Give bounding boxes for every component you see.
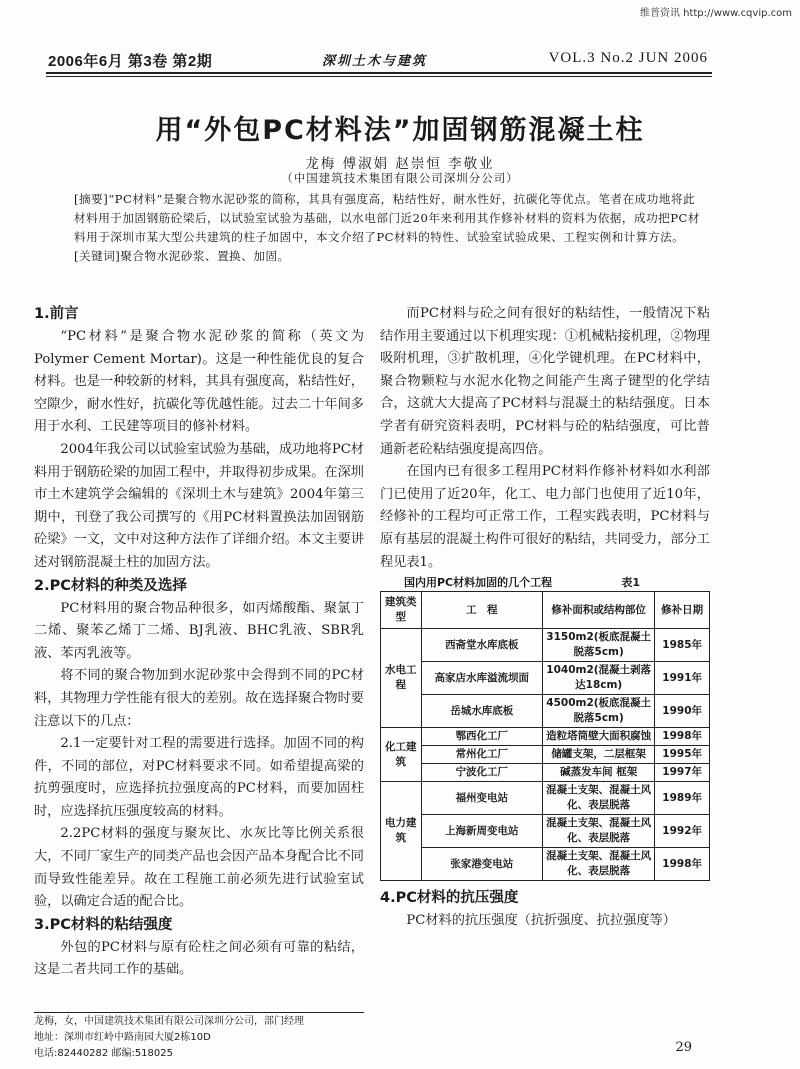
table-cell: 1991年 <box>655 662 710 695</box>
table-cell: 混凝土支架、混凝土风化、表层脱落 <box>543 782 655 815</box>
paragraph: “PC材料”是聚合物水泥砂浆的简称（英文为Polymer Cement Mortar)。这是一种性能优良的复合材料。也是一种较新的材料，其具有强度高，粘结性好，空隙少，耐水性好，抗碳化等优越性能。过去二十年间多用于水利、工民建等项目的修补材料。 <box>34 329 364 435</box>
abstract-body: [摘要]“PC材料”是聚合物水泥砂浆的简称，其具有强度高，粘结性好，耐水性好，抗碳化等优点。笔者在成功地将此材料用于加固钢筋砼梁后，以试验室试验为基础，以水电部门近20年来利用其作修补材料的资料为依据，成功把PC材料用于深圳市某大型公共建筑的柱子加固中，本文介绍了PC材料的特性、试验室试验成果、工程实例和计算方法。 <box>74 192 701 244</box>
section-2-heading: 2.PC材料的种类及选择 <box>34 577 187 594</box>
table-row <box>381 848 710 881</box>
table-header-cell: 工 程 <box>421 592 542 629</box>
paragraph: 将不同的聚合物加到水泥砂浆中会得到不同的PC材料，其物理力学性能有很大的差别。故在选择聚合物时要注意以下的几点： <box>34 668 364 729</box>
table-cell: 3150m2(板底混凝土脱落5cm) <box>543 629 655 662</box>
table-row <box>381 782 710 815</box>
table-type-cell: 化工建筑 <box>381 728 422 782</box>
watermark-text: 维普资讯 http://www.cqvip.com <box>639 8 792 19</box>
table-header-cell: 修补日期 <box>655 592 710 629</box>
table-caption-label: 表1 <box>621 576 640 590</box>
paragraph: 2.1一定要针对工程的需要进行选择。加固不同的构件，不同的部位，对PC材料要求不同。如希望提高梁的抗剪强度时，应选择抗拉强度高的PC材料，而要加固柱时，应选择抗压强度较高的材料。 <box>34 736 364 819</box>
paper-title: 用“外包PC材料法”加固钢筋混凝土柱 <box>155 115 645 146</box>
paragraph: 在国内已有很多工程用PC材料作修补材料如水利部门已使用了近20年，化工、电力部门也使用了近10年，经修补的工程均可正常工作，工程实践表明，PC材料与原有基层的混凝土构件可很好的粘结，共同受力，部分工程见表1。 <box>380 464 710 570</box>
table-cell: 上海新周变电站 <box>421 815 542 848</box>
table-cell: 4500m2(板底混凝土脱落5cm) <box>543 695 655 728</box>
table-row <box>381 695 710 728</box>
table-cell: 1990年 <box>655 695 710 728</box>
table-cell: 1989年 <box>655 782 710 815</box>
right-column <box>380 303 710 933</box>
table-cell: 1985年 <box>655 629 710 662</box>
footnote-rule <box>34 1012 364 1013</box>
table-row <box>381 728 710 746</box>
table-header-cell: 建筑类型 <box>381 592 422 629</box>
header-rule <box>46 72 712 74</box>
table-type-cell: 水电工程 <box>381 629 422 728</box>
table-row <box>381 662 710 695</box>
table-cell: 1992年 <box>655 815 710 848</box>
journal-issue: 2006年6月 第3卷 第2期 <box>48 53 213 70</box>
section-4-heading: 4.PC材料的抗压强度 <box>380 890 519 907</box>
page-number: 29 <box>675 1040 692 1055</box>
table-cell: 西斋堂水库底板 <box>421 629 542 662</box>
footnote-line: 龙梅，女，中国建筑技术集团有限公司深圳分公司，部门经理 <box>34 1016 304 1027</box>
footnote-line: 电话:82440282 邮编:518025 <box>34 1048 173 1059</box>
table-row <box>381 815 710 848</box>
table-cell: 储罐支架，二层框架 <box>543 746 655 764</box>
table-cell: 混凝土支架、混凝土风化、表层脱落 <box>543 815 655 848</box>
table-row <box>381 629 710 662</box>
table-row <box>381 746 710 764</box>
table-cell: 碱蒸发车间 框架 <box>543 764 655 782</box>
projects-table <box>380 591 710 881</box>
table-cell: 造粒塔筒壁大面积腐蚀 <box>543 728 655 746</box>
section-1-heading: 1.前言 <box>34 306 79 322</box>
table-cell: 1040m2(混凝土剥落达18cm) <box>543 662 655 695</box>
paper-affiliation: （中国建筑技术集团有限公司深圳分公司） <box>281 171 519 185</box>
table-cell: 1995年 <box>655 746 710 764</box>
table-cell: 张家港变电站 <box>421 848 542 881</box>
journal-name: 深圳土木与建筑 <box>322 54 428 69</box>
table-header-cell: 修补面积或结构部位 <box>543 592 655 629</box>
table-cell: 1998年 <box>655 728 710 746</box>
table-cell: 宁波化工厂 <box>421 764 542 782</box>
paragraph: 而PC材料与砼之间有很好的粘结性，一般情况下粘结作用主要通过以下机理实现：①机械粘接机理，②物理吸附机理，③扩散机理，④化学键机理。在PC材料中，聚合物颗粒与水泥水化物之间能产生离子键型的化学结合，这就大大提高了PC材料与混凝土的粘结强度。日本学者有研究资料表明，PC材料与砼的粘结强度，可比普通新老砼粘结强度提高四倍。 <box>380 306 710 457</box>
table-caption-title: 国内用PC材料加固的几个工程 <box>404 576 553 590</box>
paragraph: PC材料用的聚合物品种很多，如丙烯酸酯、聚氯丁二烯、聚苯乙烯丁二烯、BJ乳液、BHC乳液、SBR乳液、苯丙乳液等。 <box>34 600 364 661</box>
paper-authors: 龙梅 傅淑娟 赵崇恒 李敬业 <box>305 156 495 172</box>
table-type-cell: 电力建筑 <box>381 782 422 881</box>
paragraph: 2.2PC材料的强度与聚灰比、水灰比等比例关系很大，不同厂家生产的同类产品也会因产品本身配合比不同而导致性能差异。故在工程施工前必须先进行试验室试验，以确定合适的配合比。 <box>34 826 364 910</box>
table-cell: 常州化工厂 <box>421 746 542 764</box>
table-cell: 福州变电站 <box>421 782 542 815</box>
table-cell: 1997年 <box>655 764 710 782</box>
table-cell: 鄂西化工厂 <box>421 728 542 746</box>
table-cell: 岳城水库底板 <box>421 695 542 728</box>
keywords: [关键词]聚合物水泥砂浆、置换、加固。 <box>74 249 290 263</box>
paragraph: 外包的PC材料与原有砼柱之间必须有可靠的粘结，这是二者共同工作的基础。 <box>34 939 364 978</box>
header-rule-thin <box>46 76 712 77</box>
abstract <box>74 190 702 266</box>
table-header-row <box>381 592 710 629</box>
table-cell: 高家店水库溢流坝面 <box>421 662 542 695</box>
paragraph: PC材料的抗压强度（抗折强度、抗拉强度等） <box>406 913 676 929</box>
table-row <box>381 764 710 782</box>
left-column <box>34 303 364 982</box>
table-cell: 1998年 <box>655 848 710 881</box>
section-3-heading: 3.PC材料的粘结强度 <box>34 916 173 933</box>
author-footnote <box>34 1014 374 1062</box>
journal-volume: VOL.3 No.2 JUN 2006 <box>548 50 708 66</box>
footnote-line: 地址：深圳市红岭中路南园大厦2栋10D <box>34 1032 211 1043</box>
paragraph: 2004年我公司以试验室试验为基础，成功地将PC材料用于钢筋砼梁的加固工程中，并取得初步成果。在深圳市土木建筑学会编辑的《深圳土木与建筑》2004年第三期中，刊登了我公司撰写的《用PC材料置换法加固钢筋砼梁》一文，文中对这种方法作了详细介绍。本文主要讲述对钢筋混凝土柱的加固方法。 <box>34 441 364 570</box>
table-cell: 混凝土支架、混凝土风化、表层脱落 <box>543 848 655 881</box>
table-caption <box>380 575 710 591</box>
